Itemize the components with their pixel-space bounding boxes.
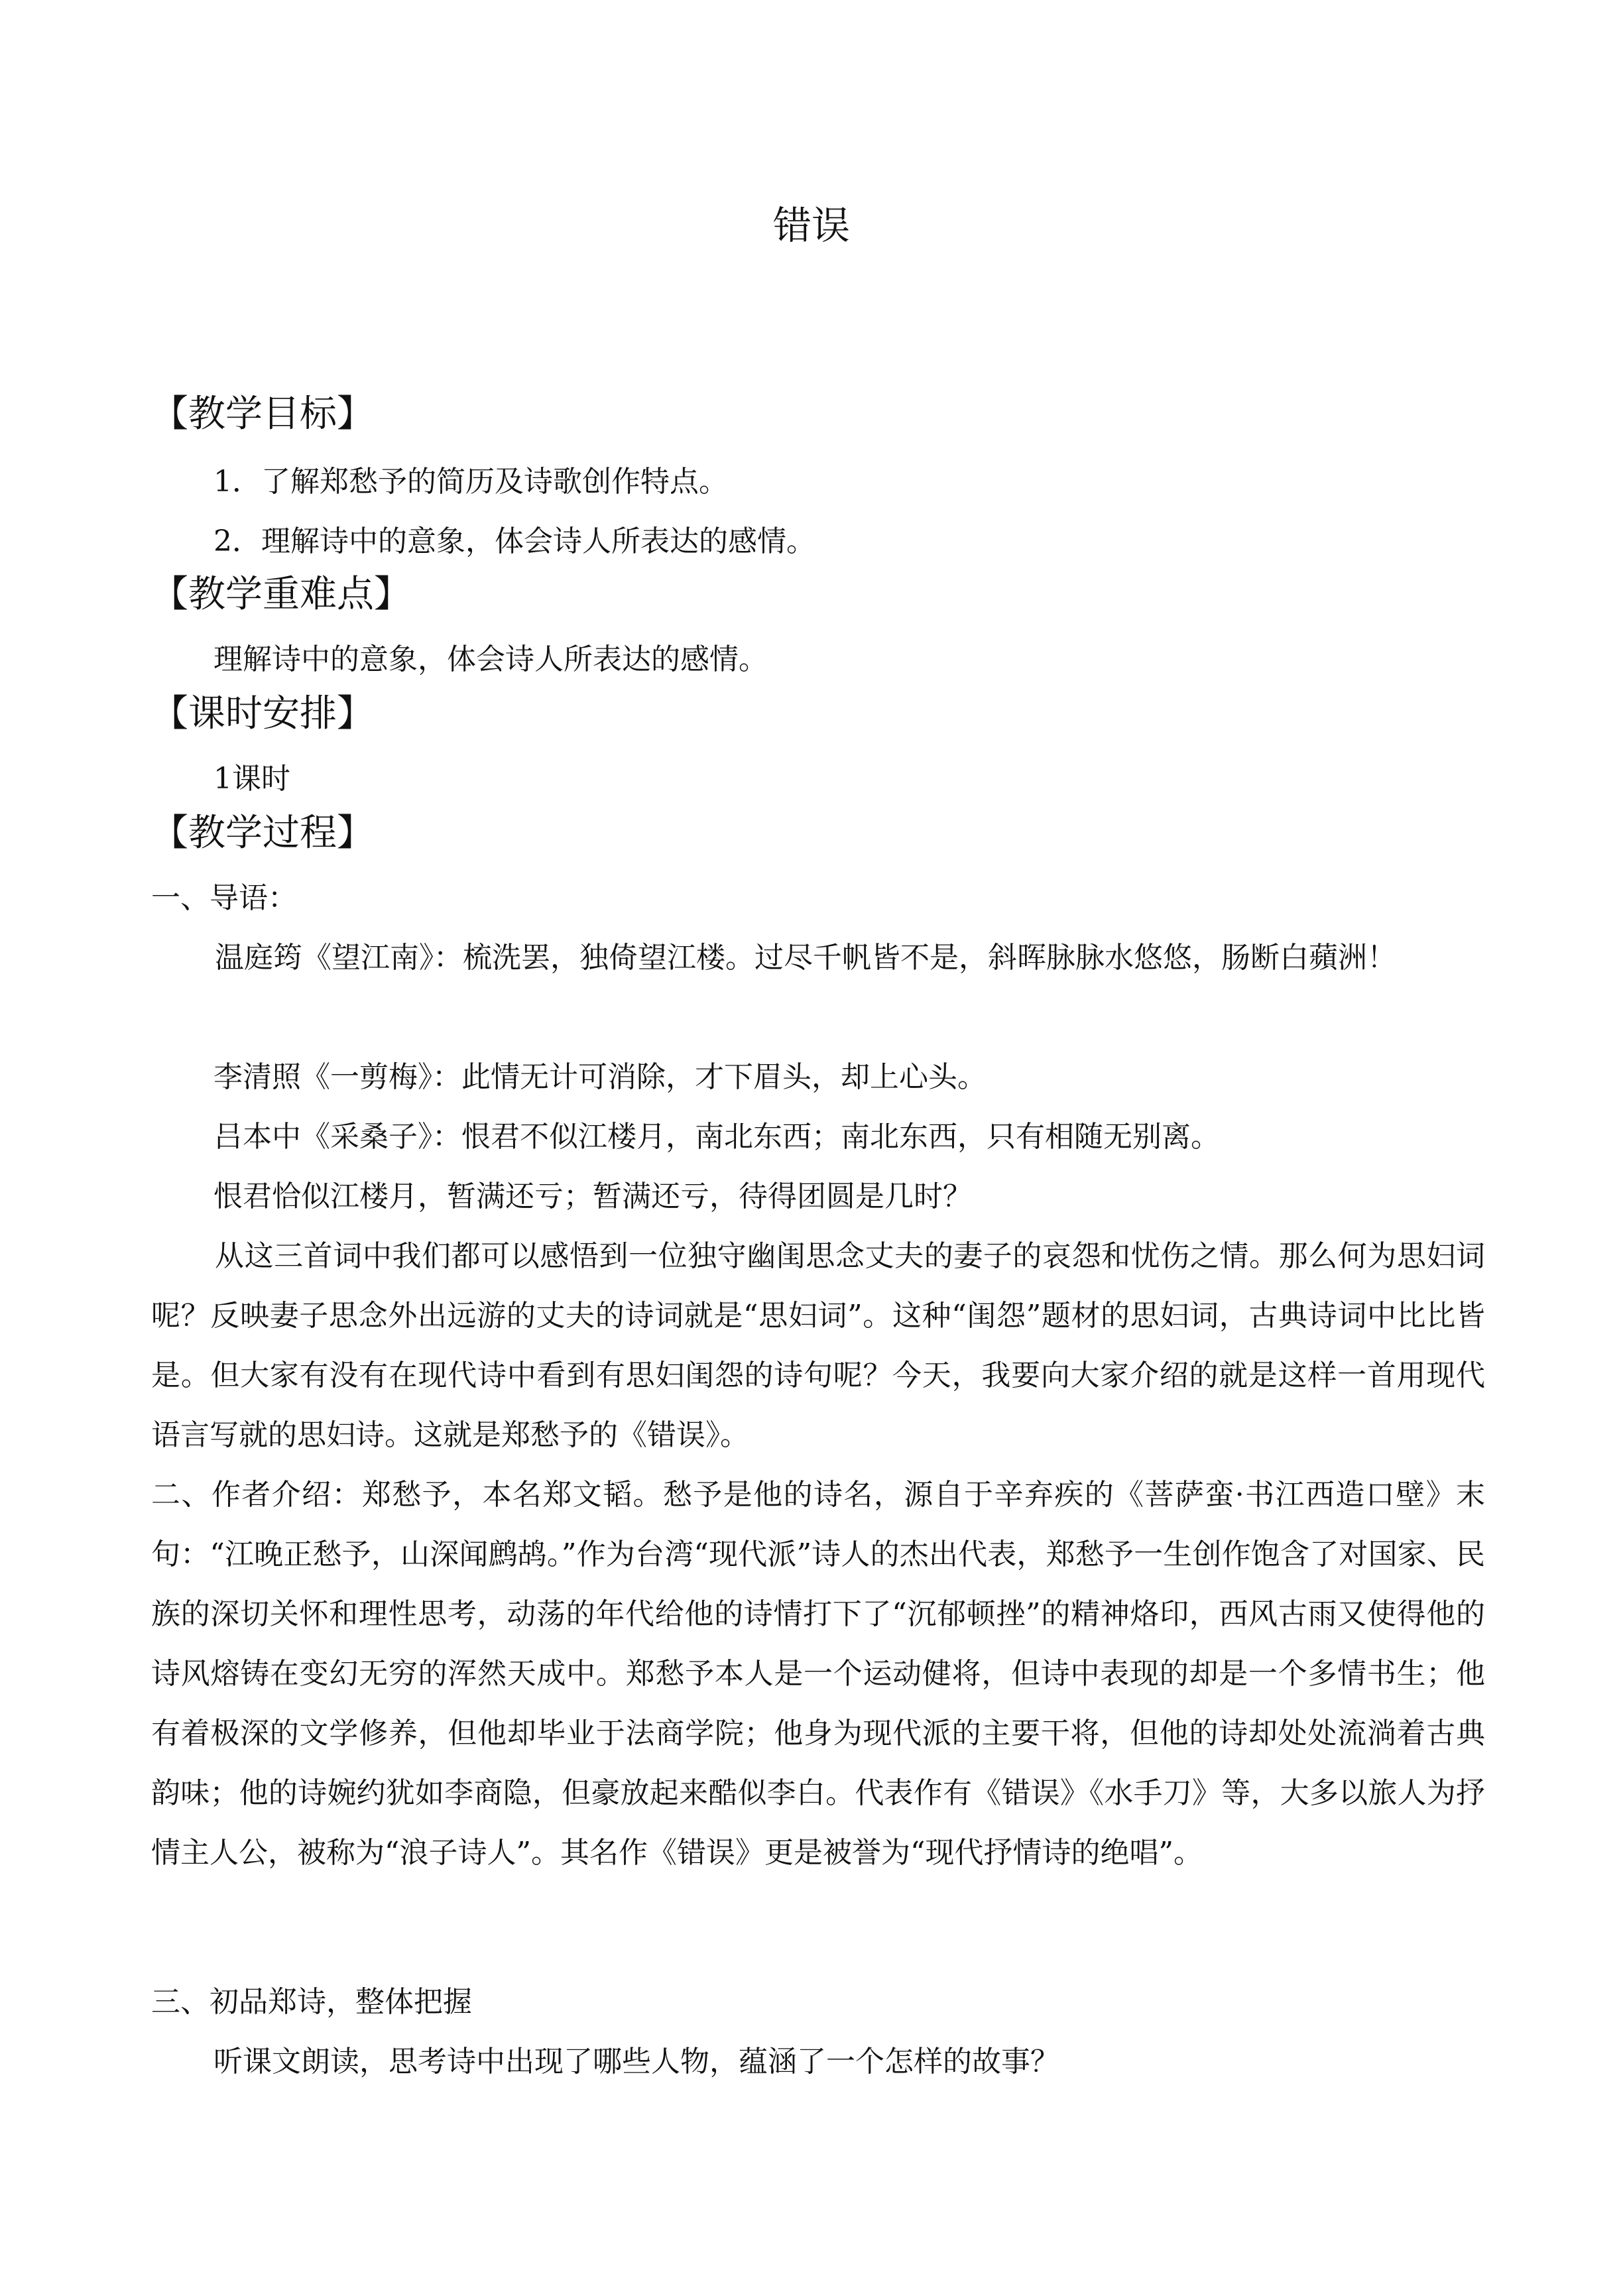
section3-heading: 三、初品郑诗，整体把握 [151,1985,472,2019]
intro-heading: 一、导语： [151,881,297,915]
section3-text: 听课文朗读，思考诗中出现了哪些人物，蕴涵了一个怎样的故事？ [213,2045,1059,2079]
poem-caisangzi-second: 恨君恰似江楼月，暂满还亏；暂满还亏，待得团圆是几时？ [213,1179,972,1213]
author-paragraph: 二、作者介绍：郑愁予，本名郑文韬。愁予是他的诗名，源自于辛弃疾的《菩萨蛮·书江西造口壁》末句：“江晚正愁予，山深闻鹧鸪。”作为台湾“现代派”诗人的杰出代表，郑愁予一生创作饱含了对国家、民族的深切关怀和理性思考，动荡的年代给他的诗情打下了“沉郁顿挫”的精神烙印，西风古雨又使得他的诗风熔铸在变幻无穷的浑然天成中。郑愁予本人是一个运动健将，但诗中表现的却是一个多情书生；他有着极深的文学修养，但他却毕业于法商学院；他身为现代派的主要干将，但他的诗却处处流淌着古典韵味；他的诗婉约犹如李商隐，但豪放起来酷似李白。代表作有《错误》《水手刀》等，大多以旅人为抒情主人公，被称为“浪子诗人”。其名作《错误》更是被誉为“现代抒情诗的绝唱”。 [151,1478,1485,1870]
goal-item-1: 1．了解郑愁予的简历及诗歌创作特点。 [213,465,728,499]
key-points-text: 理解诗中的意象，体会诗人所表达的感情。 [213,642,768,676]
heading-schedule: 【课时安排】 [151,692,374,735]
poem-yijianmei: 李清照《一剪梅》：此情无计可消除，才下眉头，却上心头。 [213,1060,987,1094]
intro-paragraph: 从这三首词中我们都可以感悟到一位独守幽闺思念丈夫的妻子的哀怨和忧伤之情。那么何为思妇词呢？反映妻子思念外出远游的丈夫的诗词就是“思妇词”。这种“闺怨”题材的思妇词，古典诗词中比比皆是。但大家有没有在现代诗中看到有思妇闺怨的诗句呢？今天，我要向大家介绍的就是这样一首用现代语言写就的思妇诗。这就是郑愁予的《错误》。 [151,1239,1485,1452]
poem-wangjiangnan: 温庭筠《望江南》：梳洗罢，独倚望江楼。过尽千帆皆不是，斜晖脉脉水悠悠，肠断白蘋洲！ [215,941,1396,975]
goal-item-2: 2．理解诗中的意象，体会诗人所表达的感情。 [213,524,815,558]
heading-teaching-goals: 【教学目标】 [151,393,374,436]
poem-caisangzi: 吕本中《采桑子》：恨君不似江楼月，南北东西；南北东西，只有相随无别离。 [213,1120,1220,1154]
heading-teaching-process: 【教学过程】 [151,812,374,855]
heading-key-points: 【教学重难点】 [151,573,411,616]
schedule-text: 1课时 [213,762,290,796]
page-title: 错误 [772,203,850,248]
